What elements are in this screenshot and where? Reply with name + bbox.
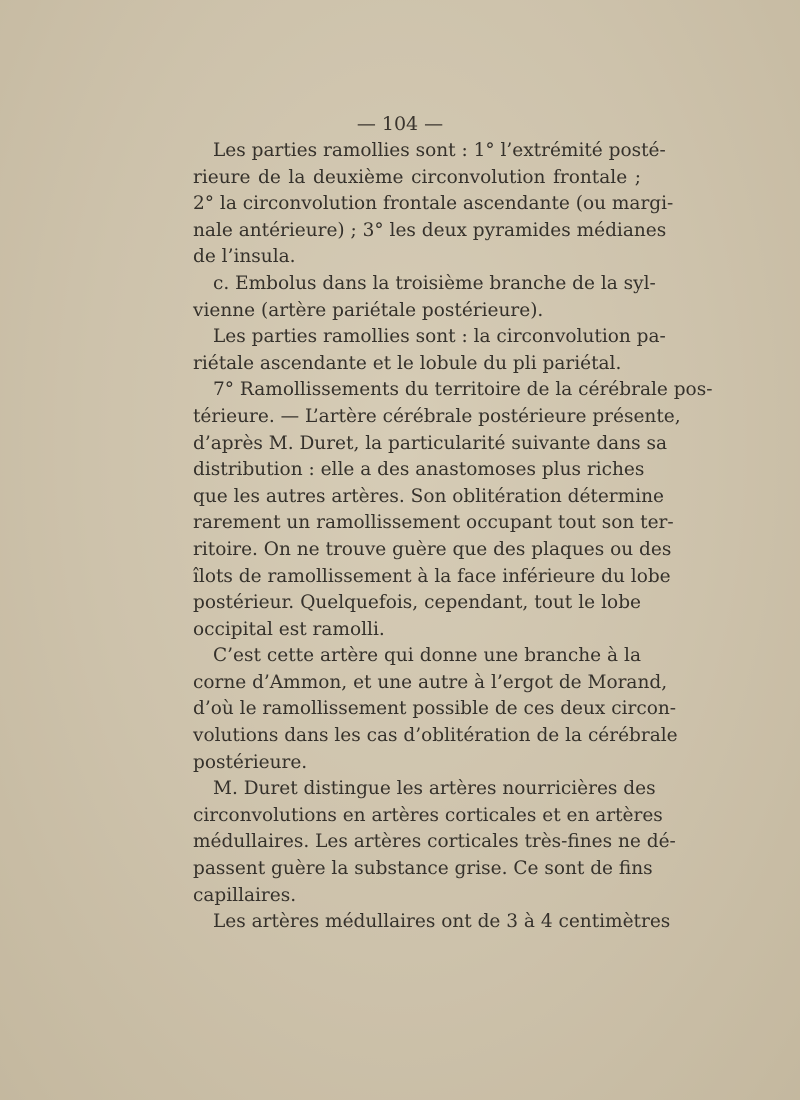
italic-text: corticales bbox=[444, 804, 537, 826]
text-line bbox=[193, 298, 641, 325]
text-run: 7° bbox=[213, 379, 240, 401]
text-run: îlots de ramollissement à la face inférieure du lobe bbox=[193, 565, 671, 587]
text-line bbox=[193, 404, 681, 431]
text-run: corne d’Ammon, et une autre à l’ergot de Morand, bbox=[193, 671, 668, 693]
text-run: postérieure. bbox=[193, 751, 308, 773]
text-run: rieure de la deuxième circonvolution frontale ; bbox=[193, 166, 641, 188]
text-run: nale antérieure) ; 3° les deux pyramides médianes bbox=[193, 219, 667, 241]
italic-text: térieure bbox=[193, 405, 269, 427]
text-run: passent guère la substance grise. Ce sont de fins bbox=[193, 858, 653, 880]
text-line bbox=[193, 537, 672, 564]
text-line bbox=[193, 776, 656, 803]
text-run: circonvolutions en artères bbox=[193, 804, 445, 826]
text-run: postérieur. Quelquefois, cependant, tout le lobe bbox=[193, 592, 641, 614]
text-run: . Les artères corticales très-fines ne dé- bbox=[303, 831, 676, 853]
italic-text: médullaires bbox=[193, 831, 304, 853]
text-line bbox=[193, 750, 641, 777]
text-line bbox=[193, 165, 641, 192]
text-run: Les parties ramollies sont : la circonvolution pa- bbox=[213, 326, 666, 348]
text-line bbox=[193, 484, 664, 511]
text-line bbox=[193, 244, 641, 271]
text-run: d’où le ramollissement possible de ces deux circon- bbox=[193, 698, 676, 720]
text-line bbox=[193, 510, 674, 537]
text-line bbox=[193, 617, 641, 644]
text-line bbox=[193, 324, 666, 351]
text-line bbox=[193, 670, 668, 697]
text-line bbox=[193, 564, 671, 591]
italic-text: pariétale postérieure bbox=[332, 299, 531, 321]
text-run: riétale bbox=[193, 352, 260, 374]
text-run: (ou margi- bbox=[569, 193, 674, 215]
text-line bbox=[193, 191, 674, 218]
text-line bbox=[193, 351, 641, 378]
text-line bbox=[193, 271, 656, 298]
text-run: distribution : elle a des anastomoses plus riches bbox=[193, 459, 645, 481]
text-run: de l’insula. bbox=[193, 246, 296, 268]
text-run: M. Duret distingue les artères nourricières des bbox=[213, 778, 656, 800]
text-line bbox=[193, 643, 641, 670]
text-line bbox=[193, 457, 645, 484]
text-run: volutions dans les cas d’oblitération de la cérébrale bbox=[193, 725, 678, 747]
text-run: Les parties ramollies sont : 1° l’extrémité posté- bbox=[213, 140, 666, 161]
text-run: Les artères médullaires ont de 3 à 4 centimètres bbox=[213, 911, 671, 933]
text-run: que les autres artères. Son oblitération détermine bbox=[193, 485, 664, 507]
page-number: — 104 — bbox=[356, 113, 444, 135]
text-line bbox=[193, 377, 713, 404]
italic-text: frontale ascendante bbox=[382, 193, 570, 215]
text-run: c. Embolus dans la troisième branche de la syl- bbox=[213, 272, 656, 294]
text-run: et le bbox=[366, 352, 420, 374]
text-line bbox=[193, 856, 653, 883]
text-run: occipital est ramolli. bbox=[193, 618, 385, 640]
text-line bbox=[193, 723, 678, 750]
text-line bbox=[193, 696, 676, 723]
text-line bbox=[193, 138, 666, 165]
text-run: capillaires. bbox=[193, 884, 297, 906]
italic-text: Ramollissements du territoire de la cérébrale pos- bbox=[239, 379, 713, 401]
text-run: . bbox=[615, 352, 622, 374]
text-run: et en artères bbox=[536, 804, 663, 826]
text-line bbox=[193, 883, 641, 910]
text-run: ). bbox=[530, 299, 544, 321]
text-run: vienne (artère bbox=[193, 299, 333, 321]
body-text bbox=[193, 138, 713, 936]
text-run: ritoire. On ne trouve guère que des plaques ou des bbox=[193, 538, 672, 560]
text-run: rarement un ramollissement occupant tout son ter- bbox=[193, 512, 674, 534]
text-line bbox=[193, 909, 671, 936]
text-line bbox=[193, 218, 667, 245]
italic-text: lobule du pli pariétal bbox=[419, 352, 616, 374]
italic-text: ascendante bbox=[259, 352, 367, 374]
text-line bbox=[193, 803, 663, 830]
text-run: . — L’artère cérébrale postérieure présente, bbox=[268, 405, 681, 427]
text-run: C’est cette artère qui donne une branche à la bbox=[213, 645, 641, 667]
text-run: 2° la circonvolution bbox=[193, 193, 383, 215]
text-line bbox=[193, 590, 641, 617]
text-line bbox=[193, 829, 676, 856]
text-run: d’après M. Duret, la particularité suivante dans sa bbox=[193, 432, 668, 454]
text-line bbox=[193, 431, 668, 458]
